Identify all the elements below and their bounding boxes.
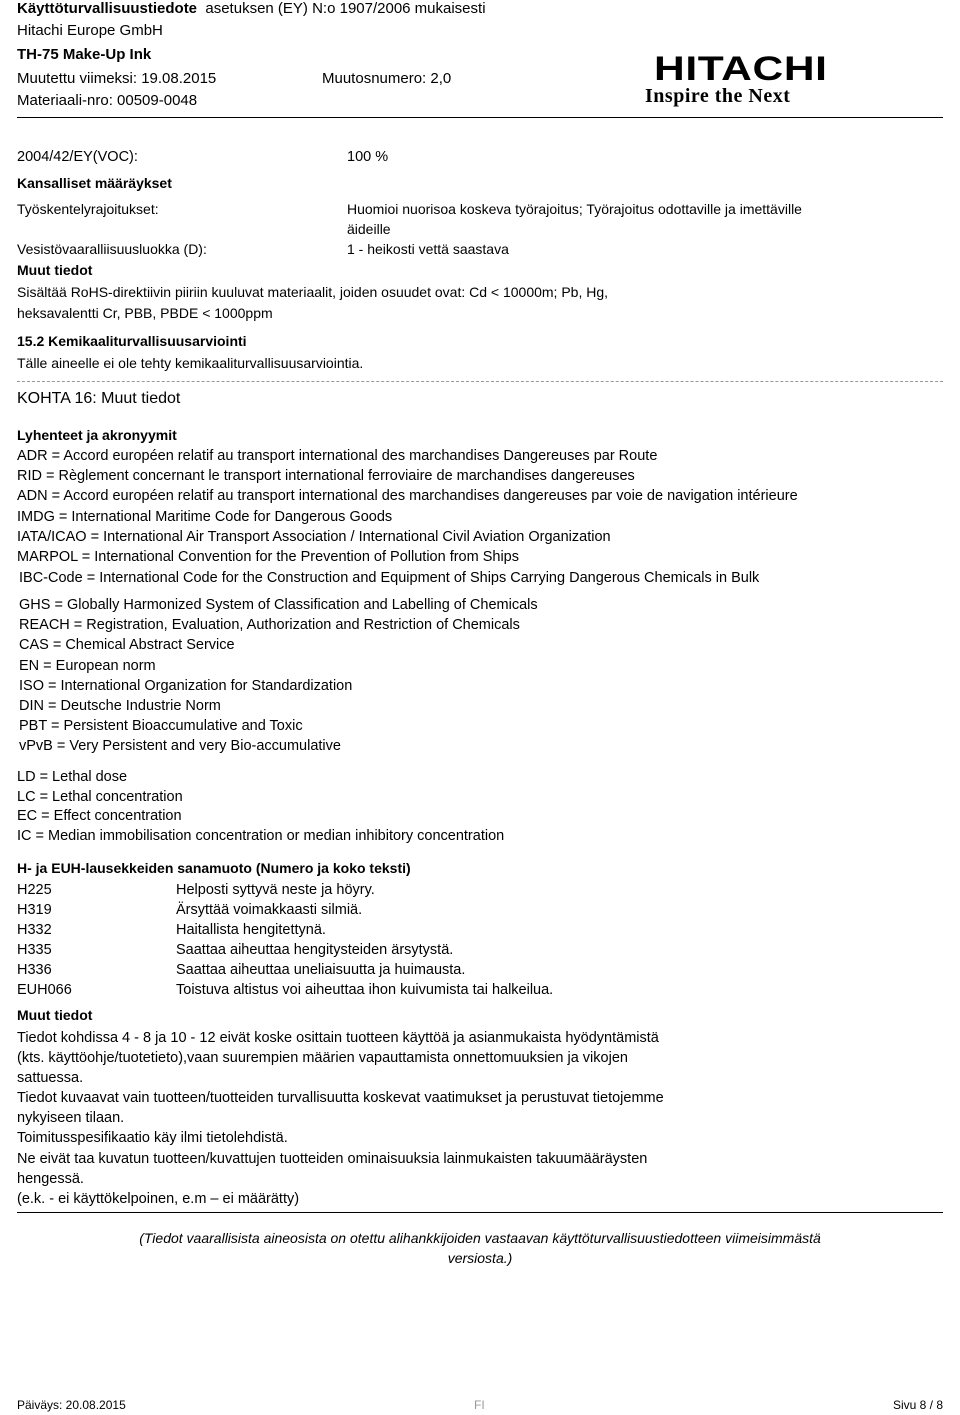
abbreviation-item: LD = Lethal dose <box>17 769 128 785</box>
abbreviation-item: PBT = Persistent Bioaccumulative and Toxic <box>19 718 303 735</box>
water-hazard-value: 1 - heikosti vettä saastava <box>347 241 509 257</box>
footer-language: FI <box>474 1398 485 1412</box>
abbreviation-item: vPvB = Very Persistent and very Bio-accumulative <box>19 738 341 755</box>
rohs-text-cont: heksavalentti Cr, PBB, PBDE < 1000ppm <box>17 305 273 321</box>
section-divider <box>17 381 943 382</box>
abbreviation-item: REACH = Registration, Evaluation, Authorization and Restriction of Chemicals <box>19 617 520 634</box>
abbreviation-item: RID = Règlement concernant le transport international ferroviaire de marchandises dangereuses <box>17 468 635 485</box>
other-info-line: Tiedot kuvaavat vain tuotteen/tuotteiden turvallisuutta koskevat vaatimukset ja perustuvat tietojemme <box>17 1090 664 1107</box>
csa-text: Tälle aineelle ei ole tehty kemikaaliturvallisuusarviointia. <box>17 355 364 371</box>
hitachi-logo <box>654 50 828 89</box>
abbreviation-item: IC = Median immobilisation concentration or median inhibitory concentration <box>17 827 505 844</box>
work-restrictions-label: Työskentelyrajoitukset: <box>17 201 159 217</box>
csa-heading: 15.2 Kemikaaliturvallisuusarviointi <box>17 333 247 349</box>
other-info-line: Ne eivät taa kuvatun tuotteen/kuvattujen tuotteiden ominaisuuksia lainmukaisten takuumääräysten <box>17 1150 648 1167</box>
abbreviation-item: CAS = Chemical Abstract Service <box>19 637 235 654</box>
section-16-title: KOHTA 16: Muut tiedot <box>17 390 181 407</box>
abbreviations-list-2 <box>19 595 538 757</box>
national-regulations-heading: Kansalliset määräykset <box>17 175 172 191</box>
other-info-line: sattuessa. <box>17 1070 84 1087</box>
abbreviation-item: IMDG = International Maritime Code for Dangerous Goods <box>17 508 393 525</box>
h-statement-text: Saattaa aiheuttaa hengitysteiden ärsytystä. <box>176 942 454 959</box>
abbreviation-item: ADR = Accord européen relatif au transport international des marchandises Dangereuses par Route <box>17 448 658 464</box>
h-statement-text: Toistuva altistus voi aiheuttaa ihon kuivumista tai halkeilua. <box>176 982 554 999</box>
h-statement-row <box>17 880 553 900</box>
other-info-heading-2: Muut tiedot <box>17 1007 93 1023</box>
h-statement-row <box>17 940 553 960</box>
footer-date: Päiväys: 20.08.2015 <box>17 1398 126 1412</box>
content-divider <box>17 1212 943 1213</box>
h-statement-code: H335 <box>17 942 52 959</box>
revision-number: Muutosnumero: 2,0 <box>322 70 452 87</box>
document-title-bold: Käyttöturvallisuustiedote <box>17 0 198 17</box>
company-name: Hitachi Europe GmbH <box>17 22 163 39</box>
h-statement-code: EUH066 <box>17 982 72 999</box>
h-statement-code: H319 <box>17 902 52 919</box>
water-hazard-label: Vesistövaaralliisuusluokka (D): <box>17 241 207 257</box>
other-info-line: Toimitusspesifikaatio käy ilmi tietolehdistä. <box>17 1130 288 1147</box>
disclaimer-line-1: (Tiedot vaarallisista aineosista on otettu alihankkijoiden vastaavan käyttöturvallisuustiedotteen viimeisimmästä <box>139 1230 821 1246</box>
material-number: Materiaali-nro: 00509-0048 <box>17 92 198 109</box>
logo-tagline: Inspire the Next <box>645 85 791 107</box>
h-statements-list <box>17 880 553 1001</box>
abbreviation-ibc: IBC-Code = International Code for the Construction and Equipment of Ships Carrying Dangerous Chemicals in Bulk <box>19 570 760 586</box>
footer-page-number: Sivu 8 / 8 <box>892 1398 943 1412</box>
abbreviation-item: ADN = Accord européen relatif au transport international des marchandises dangereuses par voie de navigation intérieure <box>17 488 798 505</box>
h-statement-code: H336 <box>17 962 52 979</box>
h-statement-row <box>17 980 553 1000</box>
other-info-line: Tiedot kohdissa 4 - 8 ja 10 - 12 eivät koske osittain tuotteen käyttöä ja asianmukaista hyödyntämistä <box>17 1030 659 1046</box>
work-restrictions-value-cont: äideille <box>347 221 391 237</box>
h-statement-row <box>17 900 553 920</box>
disclaimer-line-2: versiosta.) <box>447 1250 513 1266</box>
abbreviations-list-3 <box>17 768 504 846</box>
voc-label: 2004/42/EY(VOC): <box>17 149 138 165</box>
other-info-text <box>17 1028 664 1209</box>
other-info-line: hengessä. <box>17 1170 84 1187</box>
document-title-regulation: asetuksen (EY) N:o 1907/2006 mukaisesti <box>205 0 486 17</box>
logo-wordmark: HITACHI <box>654 50 828 88</box>
rohs-text: Sisältää RoHS-direktiivin piiriin kuuluvat materiaalit, joiden osuudet ovat: Cd < 10000m; Pb, Hg, <box>17 284 609 300</box>
product-name: TH-75 Make-Up Ink <box>17 46 152 63</box>
h-statement-code: H332 <box>17 922 52 939</box>
h-statement-text: Saattaa aiheuttaa uneliaisuutta ja huimausta. <box>176 962 466 979</box>
other-info-line: nykyiseen tilaan. <box>17 1110 125 1127</box>
other-info-line: (kts. käyttöohje/tuotetieto),vaan suurempien määrien vapauttamista onnettomuuksien ja vikojen <box>17 1050 628 1067</box>
abbreviation-item: EN = European norm <box>19 657 156 674</box>
h-statement-row <box>17 920 553 940</box>
abbreviation-item: IATA/ICAO = International Air Transport Association / International Civil Aviation Organization <box>17 528 611 545</box>
h-statement-text: Helposti syttyvä neste ja höyry. <box>176 882 375 898</box>
abbreviation-item: EC = Effect concentration <box>17 808 182 824</box>
h-statement-code: H225 <box>17 882 52 898</box>
abbreviation-item: DIN = Deutsche Industrie Norm <box>19 697 221 714</box>
other-info-line: (e.k. - ei käyttökelpoinen, e.m – ei määrätty) <box>17 1190 300 1207</box>
abbreviation-item: LC = Lethal concentration <box>17 788 183 805</box>
document-title <box>17 0 486 17</box>
abbreviation-item: GHS = Globally Harmonized System of Classification and Labelling of Chemicals <box>19 597 538 613</box>
h-statements-heading: H- ja EUH-lausekkeiden sanamuoto (Numero ja koko teksti) <box>17 860 411 876</box>
work-restrictions-value: Huomioi nuorisoa koskeva työrajoitus; Työrajoitus odottaville ja imettäville <box>347 201 802 217</box>
abbreviation-item: MARPOL = International Convention for the Prevention of Pollution from Ships <box>17 548 519 565</box>
abbreviations-heading: Lyhenteet ja akronyymit <box>17 427 177 443</box>
voc-value: 100 % <box>347 149 389 165</box>
abbreviation-item: ISO = International Organization for Standardization <box>19 677 353 694</box>
h-statement-text: Ärsyttää voimakkaasti silmiä. <box>176 902 363 919</box>
other-info-heading: Muut tiedot <box>17 262 93 278</box>
h-statement-row <box>17 960 553 980</box>
modified-date: Muutettu viimeksi: 19.08.2015 <box>17 70 217 87</box>
h-statement-text: Haitallista hengitettynä. <box>176 922 326 939</box>
header-divider <box>17 117 943 118</box>
abbreviations-list-1 <box>17 446 798 567</box>
